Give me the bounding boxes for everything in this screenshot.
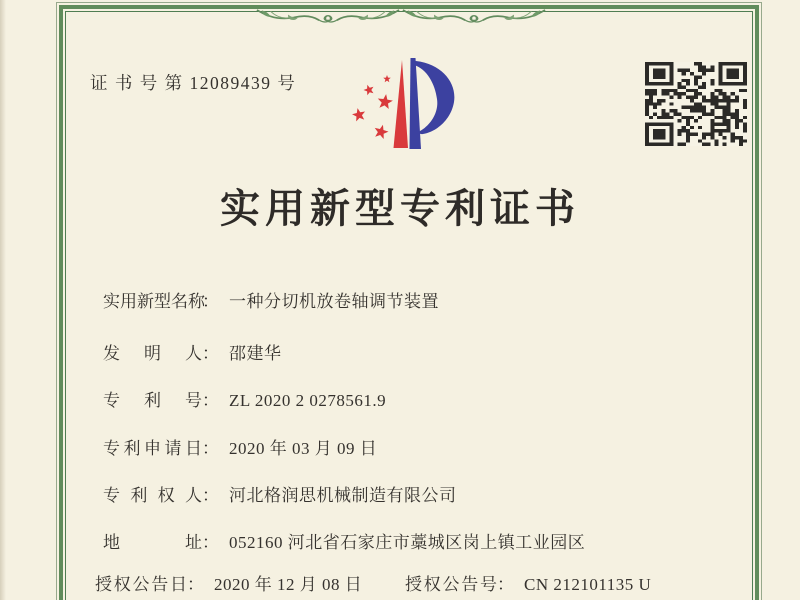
logo-blue-wedge [410,58,422,149]
field-label: 发明人 [103,344,202,363]
colon: ： [187,575,204,594]
field-label: 专利权人 [103,486,202,505]
logo-red-wedge [394,60,409,148]
field-value: 2020 年 03 月 09 日 [229,439,378,458]
field-value: 一种分切机放卷轴调节装置 [229,292,439,311]
star-icon [383,75,391,82]
scroll-ornament-icon [255,9,547,24]
field-row [103,386,386,411]
qr-code [645,62,747,146]
field-label: 实用新型名称 [103,292,205,311]
certificate-title: 实用新型专利证书 [220,186,580,231]
grant-number-value: CN 212101135 U [524,575,652,594]
field-value: 河北格润思机械制造有限公司 [229,486,457,505]
star-icon [352,108,365,121]
field-label: 地址 [103,533,202,552]
star-icon [375,125,389,139]
colon: ： [202,533,219,552]
field-label: 专利号 [103,391,202,410]
grant-date-label: 授权公告日 [95,575,187,594]
field-row [103,339,282,364]
colon: ： [202,292,219,311]
certificate-number: 证 书 号 第 12089439 号 [90,73,297,93]
field-value: 邵建华 [229,344,282,363]
colon: ： [202,344,219,363]
logo-stars [352,75,393,139]
grant-number-label: 授权公告号 [405,575,497,594]
field-value: 052160 河北省石家庄市藁城区岗上镇工业园区 [229,533,586,552]
cnipa-logo-icon [330,55,480,165]
field-row [103,528,585,553]
scan-page-edge [0,0,6,600]
colon: ： [497,575,514,594]
star-icon [378,94,393,109]
colon: ： [202,439,219,458]
grant-date-row [95,570,362,595]
grant-number-row [405,570,651,595]
field-row [103,287,439,312]
field-row [103,434,377,459]
star-icon [364,85,374,95]
grant-date-value: 2020 年 12 月 08 日 [214,575,363,594]
field-value: ZL 2020 2 0278561.9 [229,391,387,410]
colon: ： [202,391,219,410]
field-row [103,481,457,506]
colon: ： [202,486,219,505]
field-label: 专利申请日 [103,439,202,458]
